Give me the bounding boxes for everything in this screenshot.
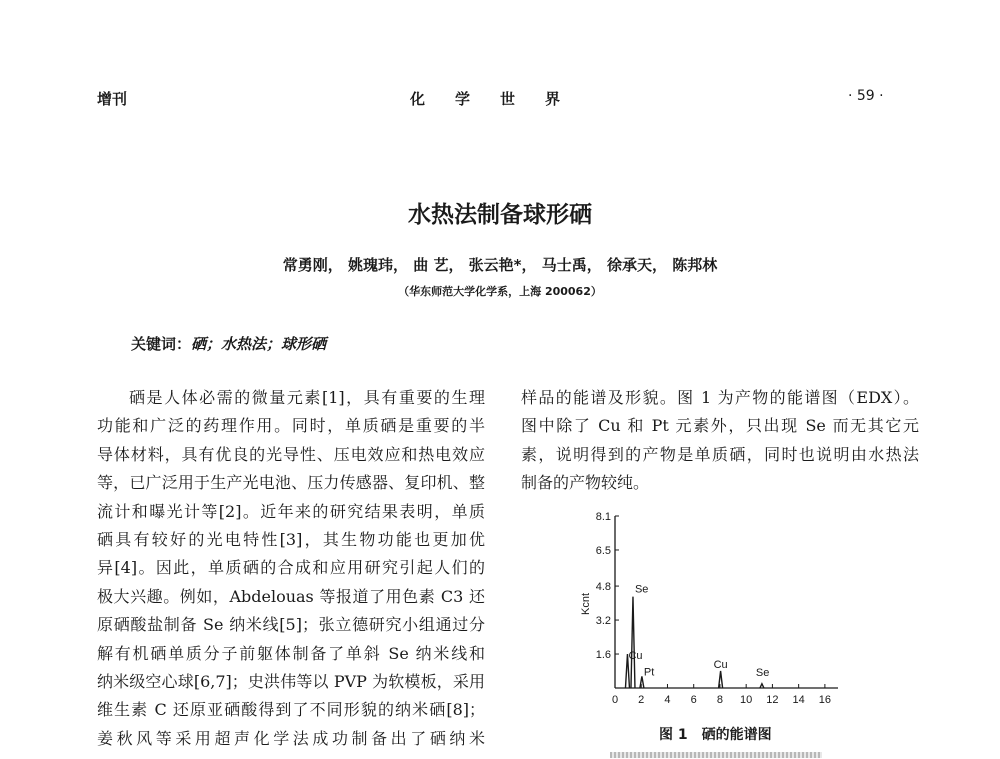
- x-tick-label: 0: [611, 694, 619, 706]
- body-column-right: [521, 384, 919, 498]
- body-line: 导体材料，具有优良的光导性、压电效应和热电效应: [97, 444, 485, 464]
- y-tick-label: 6.5: [595, 544, 611, 557]
- y-tick-label: 3.2: [595, 615, 611, 628]
- edx-spectrum-chart: [570, 500, 860, 718]
- x-tick-label: 6: [690, 694, 697, 706]
- body-line: 硒具有较好的光电特性[3]，其生物功能也更加优: [97, 530, 485, 550]
- y-tick-label: 4.8: [595, 581, 611, 594]
- body-line: 异[4]。因此，单质硒的合成和应用研究引起人们的: [97, 558, 485, 578]
- figure-caption: 图 1 硒的能谱图: [659, 727, 772, 743]
- x-tick-label: 4: [664, 694, 671, 706]
- body-line: 极大兴趣。例如，Abdelouas 等报道了用色素 C3 还: [97, 586, 485, 606]
- peak-label: Pt: [643, 666, 655, 679]
- x-tick-label: 14: [792, 694, 805, 706]
- next-table-edge: [610, 752, 822, 758]
- body-line: 原硒酸盐制备 Se 纳米线[5]；张立德研究小组通过分: [97, 615, 485, 635]
- peak-label: Se: [634, 583, 649, 596]
- journal-name: 化学世界: [410, 90, 591, 108]
- body-line: 素，说明得到的产物是单质硒，同时也说明由水热法: [521, 444, 919, 464]
- spectrum-peak: [631, 597, 635, 688]
- y-tick-label: 1.6: [595, 649, 611, 662]
- x-tick-label: 2: [638, 694, 645, 706]
- body-line: 制备的产物较纯。: [521, 473, 650, 493]
- body-column-left: [97, 384, 485, 753]
- peak-label: Se: [755, 666, 770, 679]
- body-line: 解有机硒单质分子前躯体制备了单斜 Se 纳米线和: [97, 643, 485, 663]
- y-axis-label: Kcnt: [580, 592, 592, 616]
- spectrum-peak: [719, 671, 723, 688]
- body-line: 姜秋风等采用超声化学法成功制备出了硒纳米: [97, 728, 485, 748]
- body-line: 流计和曝光计等[2]。近年来的研究结果表明，单质: [97, 501, 485, 521]
- body-line: 样品的能谱及形貌。图 1 为产物的能谱图（EDX）。: [521, 388, 919, 407]
- x-tick-label: 12: [766, 694, 779, 706]
- affiliation: （华东师范大学化学系，上海 200062）: [398, 285, 602, 298]
- journal-section-label: 增刊: [97, 90, 128, 108]
- x-tick-label: 8: [716, 694, 724, 706]
- keywords-label: 关键词：: [131, 335, 192, 353]
- body-line: 图中除了 Cu 和 Pt 元素外，只出现 Se 而无其它元: [521, 416, 919, 436]
- author-list: 常勇刚， 姚瑰玮， 曲 艺， 张云艳*， 马士禹， 徐承天， 陈邦林: [282, 256, 718, 274]
- x-tick-label: 10: [740, 694, 753, 706]
- body-line: 纳米级空心球[6,7]；史洪伟等以 PVP 为软模板，采用: [97, 672, 485, 692]
- keywords-value: 硒；水热法；球形硒: [191, 335, 327, 353]
- peak-label: Cu: [713, 659, 728, 672]
- x-tick-label: 16: [818, 694, 832, 706]
- body-line: 等，已广泛用于生产光电池、压力传感器、复印机、整: [97, 473, 485, 493]
- y-tick-label: 8.1: [595, 511, 611, 523]
- keywords: [131, 333, 326, 354]
- body-line: 硒是人体必需的微量元素[1]，具有重要的生理: [129, 388, 485, 407]
- page-number: · 59 ·: [848, 88, 884, 104]
- body-line: 维生素 C 还原亚硒酸得到了不同形貌的纳米硒[8]；: [97, 700, 485, 720]
- body-line: 功能和广泛的药理作用。同时，单质硒是重要的半: [97, 416, 485, 436]
- article-title: 水热法制备球形硒: [408, 202, 592, 228]
- peak-label: Cu: [628, 650, 643, 663]
